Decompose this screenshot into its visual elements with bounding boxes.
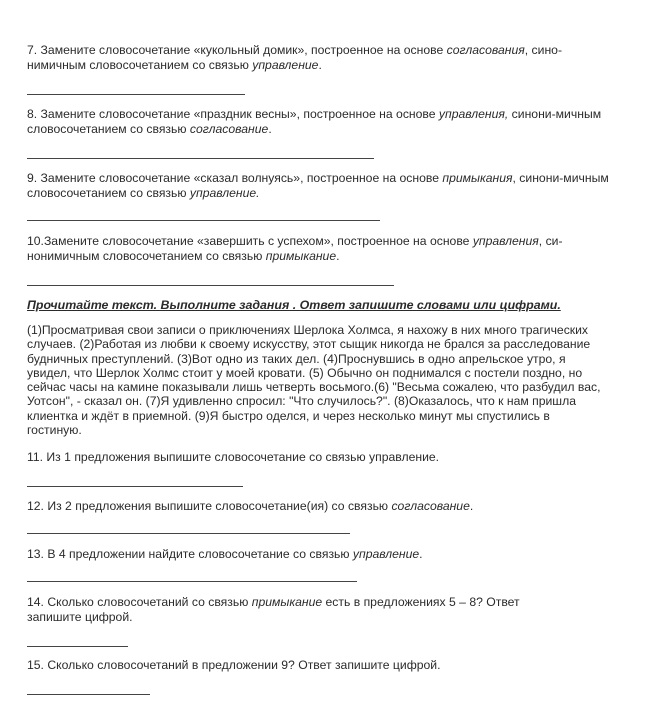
- task-7-text-mid: , сино-нимичным словосочетанием со связью: [27, 43, 563, 72]
- answer-line-14[interactable]: [27, 646, 128, 647]
- reading-heading: Прочитайте текст. Выполните задания . Ответ запишите словами или цифрами.: [27, 298, 561, 312]
- question-13: [27, 547, 617, 562]
- answer-line-11[interactable]: [27, 486, 243, 487]
- task-8-emphasis-1: управления,: [438, 107, 509, 121]
- reading-text: (1)Просматривая свои записи о приключениях Шерлока Холмса, я нахожу в них много трагических случаев. (2)Работая из любви к своему искусству, этот сыщик никогда не брался за расследование будничных преступлений. (3)Вот одно из таких дел. (4)Проснувшись в одно апрельское утро, я увидел, что Шерлок Холмс стоит у моей кровати. (5) Обычно он поднимался с постели поздно, но сейчас часы на камине показывали лишь четверть восьмого.(6) "Весьма сожалею, что разбудил вас, Уотсон", - сказал он. (7)Я удивленно спросил: "Что случилось?". (8)Оказалось, что к нам пришла клиентка и ждёт в приемной. (9)Я быстро оделся, и через несколько минут мы спустились в гостиную.: [27, 323, 601, 438]
- question-14-text: 14. Сколько словосочетаний со связью: [27, 595, 252, 609]
- answer-line-15[interactable]: [27, 694, 150, 695]
- answer-line-12[interactable]: [27, 533, 350, 534]
- task-9-emphasis-2: управление.: [189, 186, 260, 200]
- task-9-text: 9. Замените словосочетание «сказал волнуясь», построенное на основе: [27, 171, 443, 185]
- question-13-text-end: .: [419, 547, 423, 561]
- task-8-text-mid: синони-мичным словосочетанием со связью: [27, 107, 602, 136]
- task-7-text: 7. Замените словосочетание «кукольный домик», построенное на основе: [27, 43, 447, 57]
- task-10-emphasis-1: управления: [472, 234, 539, 248]
- task-9-text-mid: , синони-мичным словосочетанием со связью: [27, 171, 609, 200]
- task-9: [27, 171, 617, 201]
- task-10: [27, 234, 617, 264]
- answer-line-9[interactable]: [27, 220, 380, 221]
- answer-line-13[interactable]: [27, 581, 357, 582]
- task-10-emphasis-2: примыкание: [265, 249, 337, 263]
- task-7-text-end: .: [318, 58, 322, 72]
- task-7: [27, 43, 617, 73]
- question-15: 15. Сколько словосочетаний в предложении 9? Ответ запишите цифрой.: [27, 658, 441, 672]
- question-12-emphasis: согласование: [391, 499, 470, 513]
- task-8: [27, 107, 617, 137]
- task-10-text-end: .: [336, 249, 340, 263]
- answer-line-10[interactable]: [27, 285, 394, 286]
- task-10-text: 10.Замените словосочетание «завершить с успехом», построенное на основе: [27, 234, 473, 248]
- question-14: [27, 595, 567, 625]
- task-9-emphasis-1: примыкания: [442, 171, 513, 185]
- task-7-emphasis-2: управление: [252, 58, 319, 72]
- question-12: [27, 499, 617, 514]
- task-10-text-mid: , си-нонимичным словосочетанием со связью: [27, 234, 563, 263]
- answer-line-7[interactable]: [27, 94, 245, 95]
- task-7-emphasis-1: согласования: [446, 43, 525, 57]
- question-11: 11. Из 1 предложения выпишите словосочетание со связью управление.: [27, 450, 440, 464]
- question-12-text-end: .: [469, 499, 474, 513]
- answer-line-8[interactable]: [27, 158, 374, 159]
- task-8-text: 8. Замените словосочетание «праздник весны», построенное на основе: [27, 107, 439, 121]
- task-8-emphasis-2: согласование: [189, 122, 269, 136]
- question-14-emphasis: примыкание: [251, 595, 323, 609]
- question-13-text: 13. В 4 предложении найдите словосочетание со связью: [27, 547, 353, 561]
- task-8-text-end: .: [268, 122, 272, 136]
- question-14-text-end: есть в предложениях 5 – 8? Ответ запишите цифрой.: [27, 595, 520, 624]
- question-13-emphasis: управление: [352, 547, 420, 561]
- question-12-text: 12. Из 2 предложения выпишите словосочетание(ия) со связью: [27, 499, 392, 513]
